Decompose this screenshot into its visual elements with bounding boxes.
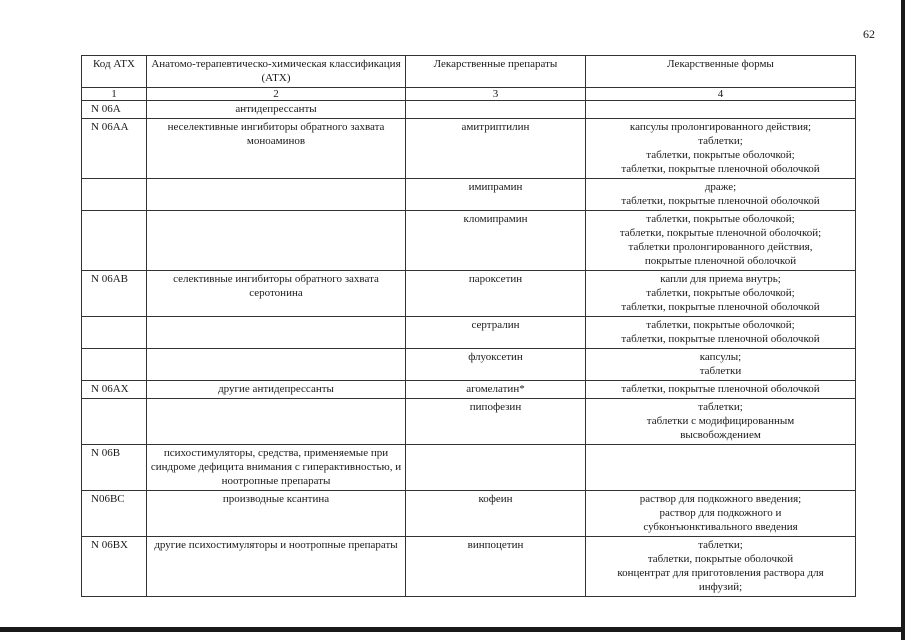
- dosage-form-line: раствор для подкожного введения;: [639, 493, 802, 505]
- dosage-forms-cell: [586, 101, 856, 119]
- classification-cell: [147, 349, 406, 381]
- table-body: [82, 101, 856, 597]
- scan-edge-right: [901, 0, 905, 640]
- atc-code-cell: N 06A: [82, 101, 147, 119]
- atc-code-cell: N 06AX: [82, 381, 147, 399]
- dosage-form-line: таблетки, покрытые пленочной оболочкой: [621, 333, 820, 345]
- column-number: 4: [586, 88, 856, 101]
- dosage-form-line: высвобождением: [680, 429, 761, 441]
- dosage-form-line: таблетки с модифицированным: [646, 415, 795, 427]
- atc-drug-table: [81, 55, 856, 597]
- dosage-forms-cell: [586, 445, 856, 491]
- dosage-forms-cell: [586, 349, 856, 381]
- atc-code-cell: [82, 399, 147, 445]
- column-number-row: [82, 88, 856, 101]
- dosage-form-line: капсулы пролонгированного действия;: [629, 121, 812, 133]
- header-forms: Лекарственные формы: [586, 56, 856, 88]
- atc-code-cell: [82, 317, 147, 349]
- dosage-form-line: таблетки;: [698, 401, 743, 413]
- drug-name-cell: агомелатин*: [406, 381, 586, 399]
- table-row: [82, 101, 856, 119]
- dosage-form-line: таблетки, покрытые оболочкой;: [646, 149, 795, 161]
- dosage-form-line: концентрат для приготовления раствора для: [617, 567, 824, 579]
- table-row: [82, 445, 856, 491]
- table-row: [82, 399, 856, 445]
- column-number: 2: [147, 88, 406, 101]
- dosage-form-line: таблетки;: [698, 539, 743, 551]
- header-code: Код АТХ: [82, 56, 147, 88]
- atc-code-cell: N 06AB: [82, 271, 147, 317]
- table-header-row: [82, 56, 856, 88]
- classification-cell: [147, 399, 406, 445]
- drug-name-cell: флуоксетин: [406, 349, 586, 381]
- table-row: [82, 537, 856, 597]
- dosage-forms-cell: [586, 491, 856, 537]
- atc-code-cell: N 06AA: [82, 119, 147, 179]
- table-row: [82, 491, 856, 537]
- atc-code-cell: [82, 349, 147, 381]
- dosage-form-line: таблетки, покрытые оболочкой;: [646, 319, 795, 331]
- drug-name-cell: [406, 445, 586, 491]
- dosage-form-line: таблетки, покрытые пленочной оболочкой: [621, 163, 820, 175]
- dosage-forms-cell: [586, 119, 856, 179]
- table-row: [82, 271, 856, 317]
- classification-cell: производные ксантина: [147, 491, 406, 537]
- dosage-form-line: таблетки, покрытые пленочной оболочкой;: [619, 227, 822, 239]
- classification-cell: неселективные ингибиторы обратного захвата моноаминов: [147, 119, 406, 179]
- dosage-forms-cell: [586, 381, 856, 399]
- atc-code-cell: [82, 179, 147, 211]
- drug-name-cell: кофеин: [406, 491, 586, 537]
- dosage-form-line: таблетки, покрытые оболочкой;: [646, 287, 795, 299]
- drug-name-cell: амитриптилин: [406, 119, 586, 179]
- atc-code-cell: N 06BX: [82, 537, 147, 597]
- dosage-form-line: капсулы;: [699, 351, 742, 363]
- page-number: 62: [863, 27, 875, 41]
- column-number: 3: [406, 88, 586, 101]
- classification-cell: психостимуляторы, средства, применяемые при синдроме дефицита внимания с гиперактивностью, и ноотропные препараты: [147, 445, 406, 491]
- dosage-form-line: таблетки пролонгированного действия,: [628, 241, 813, 253]
- dosage-forms-cell: [586, 271, 856, 317]
- table-row: [82, 381, 856, 399]
- dosage-form-line: драже;: [704, 181, 737, 193]
- classification-cell: [147, 211, 406, 271]
- dosage-forms-cell: [586, 399, 856, 445]
- table-row: [82, 119, 856, 179]
- dosage-form-line: таблетки, покрытые пленочной оболочкой: [621, 195, 820, 207]
- dosage-form-line: таблетки, покрытые пленочной оболочкой: [621, 383, 820, 395]
- drug-name-cell: пароксетин: [406, 271, 586, 317]
- drug-name-cell: [406, 101, 586, 119]
- scan-edge-bottom: [0, 627, 905, 632]
- atc-code-cell: N 06B: [82, 445, 147, 491]
- dosage-form-line: раствор для подкожного и: [659, 507, 782, 519]
- column-number: 1: [82, 88, 147, 101]
- classification-cell: селективные ингибиторы обратного захвата серотонина: [147, 271, 406, 317]
- table-row: [82, 211, 856, 271]
- dosage-form-line: таблетки;: [698, 135, 743, 147]
- table-row: [82, 317, 856, 349]
- atc-code-cell: N06BC: [82, 491, 147, 537]
- dosage-forms-cell: [586, 179, 856, 211]
- classification-cell: другие антидепрессанты: [147, 381, 406, 399]
- drug-name-cell: сертралин: [406, 317, 586, 349]
- dosage-form-line: субконъюнктивального введения: [643, 521, 798, 533]
- dosage-form-line: капли для приема внутрь;: [660, 273, 781, 285]
- classification-cell: [147, 179, 406, 211]
- header-classification: Анатомо-терапевтическо-химическая классификация (АТХ): [147, 56, 406, 88]
- table-row: [82, 349, 856, 381]
- dosage-forms-cell: [586, 211, 856, 271]
- dosage-form-line: покрытые пленочной оболочкой: [644, 255, 797, 267]
- dosage-form-line: инфузий;: [698, 581, 743, 593]
- table-row: [82, 179, 856, 211]
- atc-code-cell: [82, 211, 147, 271]
- dosage-form-line: таблетки, покрытые пленочной оболочкой: [621, 301, 820, 313]
- dosage-form-line: таблетки: [699, 365, 742, 377]
- classification-cell: антидепрессанты: [147, 101, 406, 119]
- drug-name-cell: кломипрамин: [406, 211, 586, 271]
- drug-name-cell: пипофезин: [406, 399, 586, 445]
- classification-cell: [147, 317, 406, 349]
- classification-cell: другие психостимуляторы и ноотропные препараты: [147, 537, 406, 597]
- dosage-forms-cell: [586, 317, 856, 349]
- dosage-form-line: таблетки, покрытые оболочкой;: [646, 213, 795, 225]
- drug-name-cell: винпоцетин: [406, 537, 586, 597]
- dosage-forms-cell: [586, 537, 856, 597]
- header-drugs: Лекарственные препараты: [406, 56, 586, 88]
- drug-name-cell: имипрамин: [406, 179, 586, 211]
- dosage-form-line: таблетки, покрытые оболочкой: [647, 553, 794, 565]
